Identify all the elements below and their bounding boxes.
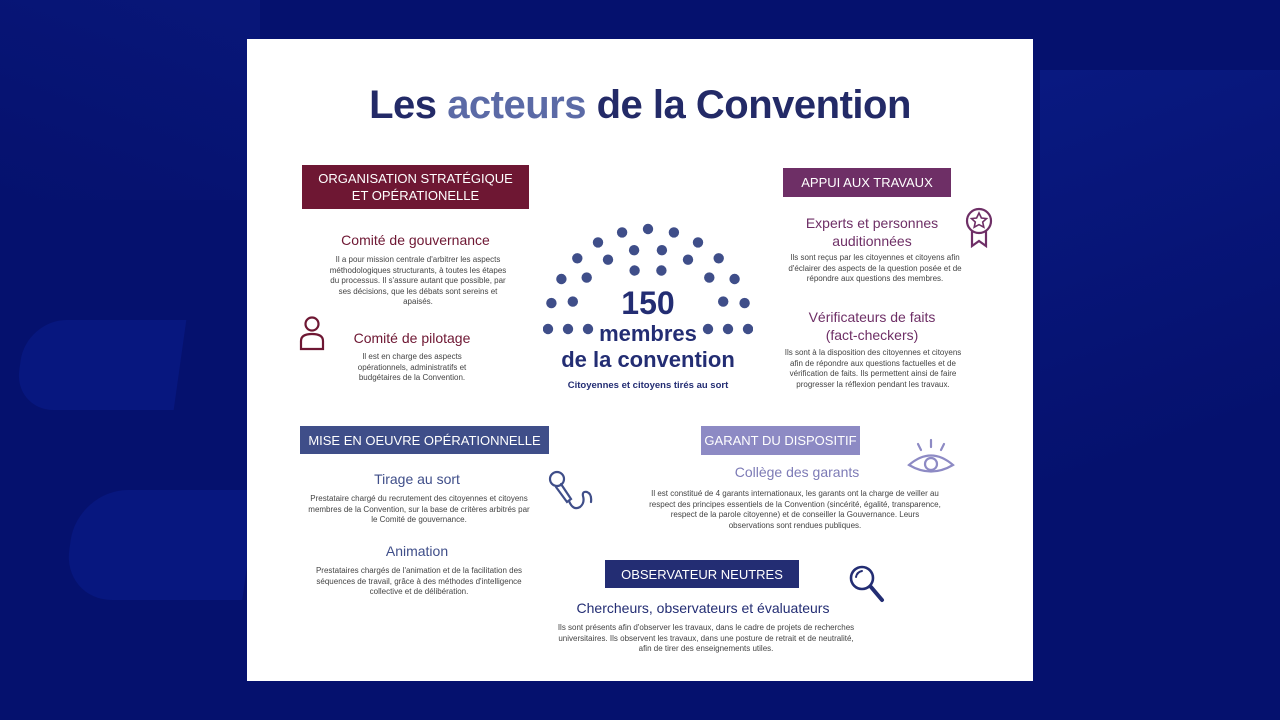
background-shape bbox=[62, 490, 257, 600]
gouvernance-title: Comité de gouvernance bbox=[341, 232, 490, 248]
tirage-title: Tirage au sort bbox=[374, 471, 460, 487]
verif-text: Ils sont à la disposition des citoyennes et citoyens afin de répondre aux questions factuelles et de vérification de faits. Ils permettent ainsi de faire progresser la réflexion pendant les travaux. bbox=[784, 348, 962, 389]
tirage-text: Prestataire chargé du recrutement des citoyennes et citoyens membres de la Convention, sur la base de critères arbitrés par le Comité de gouvernance. bbox=[308, 494, 530, 525]
animation-title: Animation bbox=[385, 543, 449, 559]
pilotage-text: Il est en charge des aspects opérationnels, administratifs et budgétaires de la Convention. bbox=[357, 352, 467, 383]
experts-text: Ils sont reçus par les citoyennes et citoyens afin d'éclairer des aspects de la question posée et de répondre aux questions des membres. bbox=[788, 253, 962, 284]
member-dot bbox=[629, 245, 639, 255]
gouvernance-text: Il a pour mission centrale d'arbitrer les aspects méthodologiques structurants, à toutes les étapes du processus. Il s'assure autant que possible, par ses décisions, que les débats sont sereins et apaisés. bbox=[329, 255, 507, 307]
member-dot bbox=[556, 274, 566, 284]
member-dot bbox=[617, 227, 627, 237]
member-dot bbox=[593, 237, 603, 247]
member-dot bbox=[582, 272, 592, 282]
microphone-icon bbox=[547, 469, 597, 514]
infographic-card bbox=[247, 39, 1033, 681]
eye-icon bbox=[907, 438, 955, 478]
tag-appui: APPUI AUX TRAVAUX bbox=[783, 168, 951, 197]
college-text: Il est constitué de 4 garants internationaux, les garants ont la charge de veiller au respect des principes essentiels de la Convention (sincérité, égalité, transparence, respect de la parole citoyenne) et de conseiller la Gouvernance. Leurs observations sont rendues publiques. bbox=[649, 489, 941, 530]
title-part2: de la Convention bbox=[596, 83, 911, 127]
member-dot bbox=[657, 245, 667, 255]
member-dot bbox=[693, 237, 703, 247]
members-block bbox=[543, 207, 753, 397]
college-title: Collège des garants bbox=[734, 464, 860, 480]
tag-organisation-line2: ET OPÉRATIONELLE bbox=[351, 188, 480, 203]
member-dot bbox=[572, 253, 582, 263]
member-dot bbox=[683, 255, 693, 265]
tag-organisation-line1: ORGANISATION STRATÉGIQUE bbox=[318, 171, 513, 186]
member-dot bbox=[656, 265, 666, 275]
member-dot bbox=[643, 224, 653, 234]
pilotage-title: Comité de pilotage bbox=[353, 330, 471, 346]
member-dot bbox=[669, 227, 679, 237]
animation-text: Prestataires chargés de l'animation et de la facilitation des séquences de travail, grâce à des méthodes d'intelligence collective et de délibération. bbox=[315, 566, 523, 597]
member-dot bbox=[603, 255, 613, 265]
background-shape bbox=[1040, 70, 1280, 590]
page-title bbox=[247, 83, 1033, 128]
tag-mise-en-oeuvre: MISE EN OEUVRE OPÉRATIONNELLE bbox=[300, 426, 549, 454]
member-dot bbox=[629, 265, 639, 275]
verif-title-line1: Vérificateurs de faits bbox=[808, 309, 936, 325]
background-shape bbox=[14, 320, 187, 410]
members-subtitle: Citoyennes et citoyens tirés au sort bbox=[567, 380, 729, 391]
members-number: 150 bbox=[621, 285, 675, 321]
member-dot bbox=[714, 253, 724, 263]
observateurs-text: Ils sont présents afin d'observer les travaux, dans le cadre de projets de recherches universitaires. Ils observent les travaux, dans une posture de retrait et de neutralité, afin de tirer des enseignements utiles. bbox=[557, 623, 855, 654]
tag-garant: GARANT DU DISPOSITIF bbox=[701, 426, 860, 455]
award-ribbon-icon bbox=[963, 206, 995, 248]
magnifier-icon bbox=[847, 563, 887, 605]
title-part1: Les bbox=[369, 83, 437, 127]
observateurs-title: Chercheurs, observateurs et évaluateurs bbox=[576, 600, 830, 616]
member-dot bbox=[704, 272, 714, 282]
title-accent: acteurs bbox=[447, 83, 586, 127]
members-line1: membres bbox=[599, 321, 697, 346]
member-dot bbox=[729, 274, 739, 284]
background-shape bbox=[0, 0, 260, 200]
verif-title-line2: (fact-checkers) bbox=[825, 327, 919, 343]
members-line2: de la convention bbox=[561, 347, 735, 372]
experts-title: Experts et personnes auditionnées bbox=[805, 215, 939, 249]
person-icon bbox=[297, 314, 327, 352]
tag-observateurs: OBSERVATEUR NEUTRES bbox=[605, 560, 799, 588]
tag-organisation bbox=[302, 165, 529, 209]
